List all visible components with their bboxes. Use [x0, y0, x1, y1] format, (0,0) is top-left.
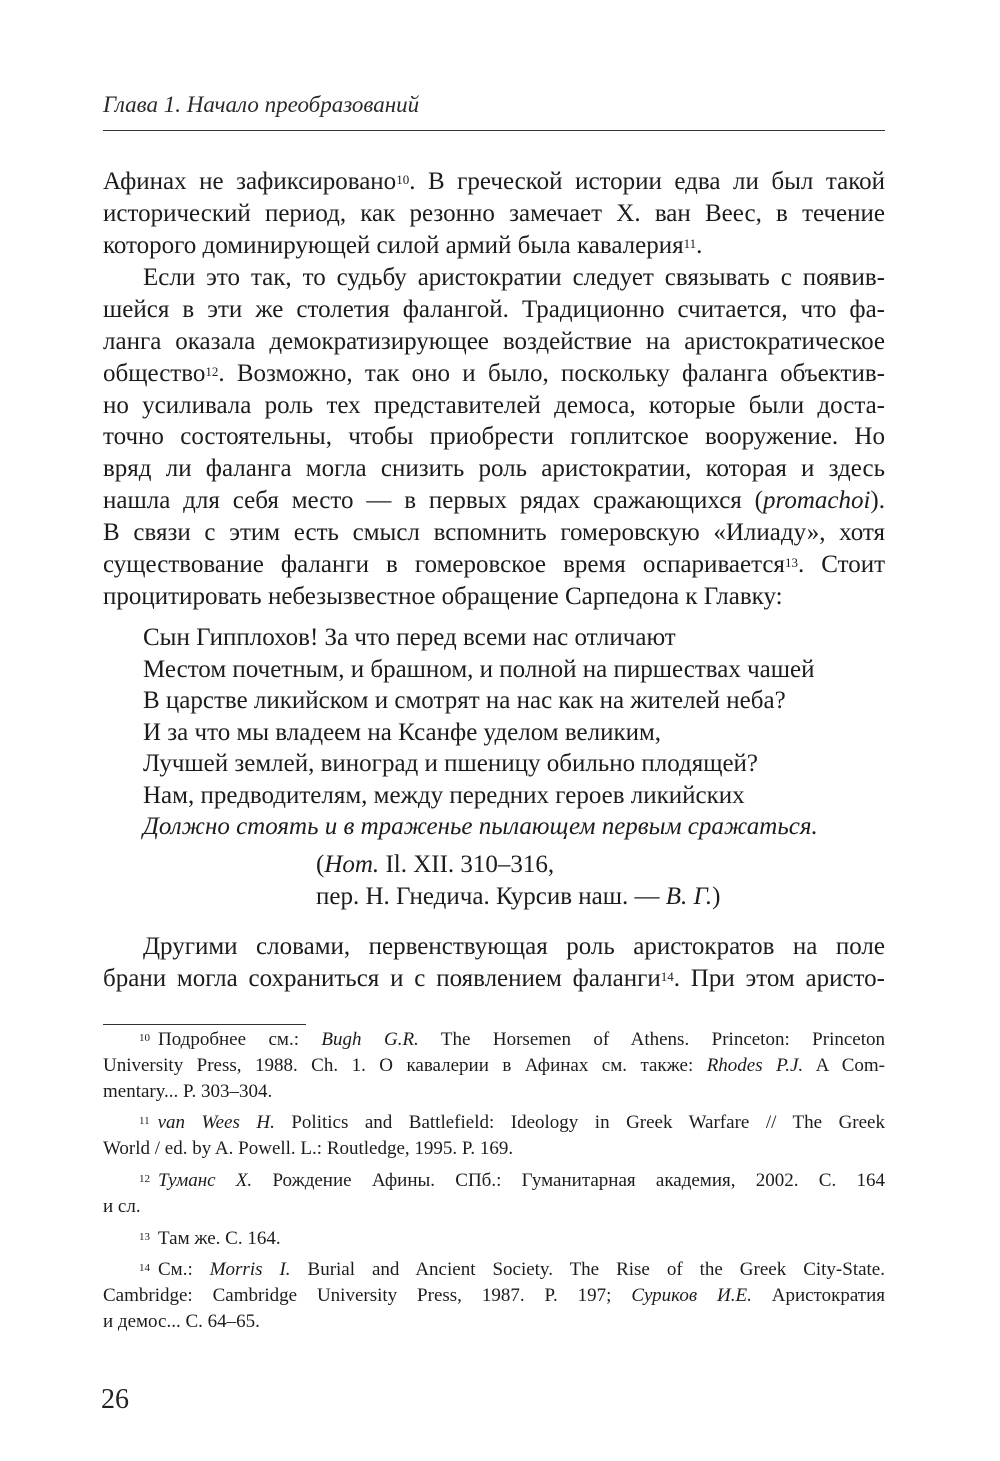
verse-line: Нам, предводителям, между передних героев ликийских [143, 781, 745, 809]
text-line: вряд ли фаланга могла снизить роль аристократии, которая и здесь [103, 455, 885, 483]
verse-line: Лучшей землей, виноград и пшеницу обильно плодящей? [143, 750, 759, 777]
verse-line: Сын Гипплохов! За что перед всеми нас отличают [143, 624, 676, 651]
footnote-14: $^{14}$ См.: Morris I. Burial and Ancient Society. The Rise of the Greek City-State. Cambridge: Cambridge University Press, 1987. P. 197; Суриков И.Е. Аристократия и демос... С. 64–65. [103, 1259, 885, 1332]
text-line: Если это так, то судьбу аристократии следует связывать с появив- [143, 264, 885, 291]
text-line: исторический период, как резонно замечает Х. ван Веес, в течение [103, 199, 885, 227]
text-line: В связи с этим есть смысл вспомнить гомеровскую «Илиаду», хотя [103, 519, 885, 547]
footnote-ref: 12 [205, 363, 219, 379]
footnote-11: $^{11}$ van Wees H. Politics and Battlefield: Ideology in Greek Warfare // The Greek World / ed. by A. Powell. L.: Routledge, 1995. P. 169. [103, 1112, 885, 1160]
attribution-line: пер. Н. Гнедича. Курсив наш. — В. Г.) [316, 883, 721, 910]
verse-line: Местом почетным, и брашном, и полной на пиршествах чашей [143, 655, 815, 683]
footnote-ref: 13 [784, 555, 798, 571]
text-line: которого доминирующей силой армий была кавалерия$^{11}$. [103, 231, 703, 259]
paragraph-1 [103, 166, 885, 262]
text-line: шейся в эти же столетия фалангой. Традиционно считается, что фа- [103, 295, 885, 323]
footnote-ref: 11 [683, 235, 697, 251]
quotation-attribution [316, 849, 720, 913]
running-head: Глава 1. Начало преобразований [103, 92, 420, 117]
verse-quotation [143, 622, 818, 843]
footnote-10: $^{10}$ Подробнее см.: Bugh G.R. The Horsemen of Athens. Princeton: Princeton University Press, 1988. Ch. 1. О кавалерии в Афинах см. также: Rhodes P.J. A Com- mentary... P. 303–304. [103, 1029, 885, 1102]
footnote-ref: 10 [396, 172, 410, 187]
text-line: брани могла сохраниться и с появлением фаланги$^{14}$. При этом аристо- [103, 964, 885, 992]
text-line: точно состоятельны, чтобы приобрести гоплитское вооружение. Но [103, 423, 885, 451]
verse-line: И за что мы владеем на Ксанфе уделом великим, [143, 718, 662, 746]
page-number: 26 [101, 1384, 129, 1415]
footnote-ref: 14 [660, 968, 674, 984]
text-line: ланга оказала демократизирующее воздействие на аристократическое [103, 327, 885, 355]
text-line: общество$^{12}$. Возможно, так оно и было, поскольку фаланга объектив- [103, 359, 885, 387]
header-rule [103, 130, 885, 131]
text-line: нашла для себя место — в первых рядах сражающихся (promachoi). [103, 487, 885, 515]
text-line: существование фаланги в гомеровское время оспаривается$^{13}$. Стоит [103, 551, 885, 579]
verse-line-italic: Должно стоять и в траженье пылающем первым сражаться. [143, 813, 818, 840]
text-line: но усиливала роль тех представителей демоса, которые были доста- [103, 391, 885, 419]
text-line: процитировать небезызвестное обращение Сарпедона к Главку: [103, 582, 783, 610]
verse-line: В царстве ликийском и смотрят на нас как на жителей неба? [143, 687, 786, 714]
text-line: Другими словами, первенствующая роль аристократов на поле [143, 933, 885, 960]
footnote-separator [103, 1024, 306, 1025]
footnote-12: $^{12}$ Туманс Х. Рождение Афины. СПб.: Гуманитарная академия, 2002. С. 164 и сл. [103, 1169, 885, 1217]
footnote-13: $^{13}$ Там же. С. 164. [139, 1227, 281, 1249]
attribution-line: (Hom. Il. XII. 310–316, [316, 851, 555, 878]
footnotes [103, 1027, 885, 1335]
paragraph-2 [103, 262, 885, 613]
text-line: Афинах не зафиксировано$^{10}$. В греческой истории едва ли был такой [103, 168, 885, 195]
paragraph-3 [103, 931, 885, 995]
